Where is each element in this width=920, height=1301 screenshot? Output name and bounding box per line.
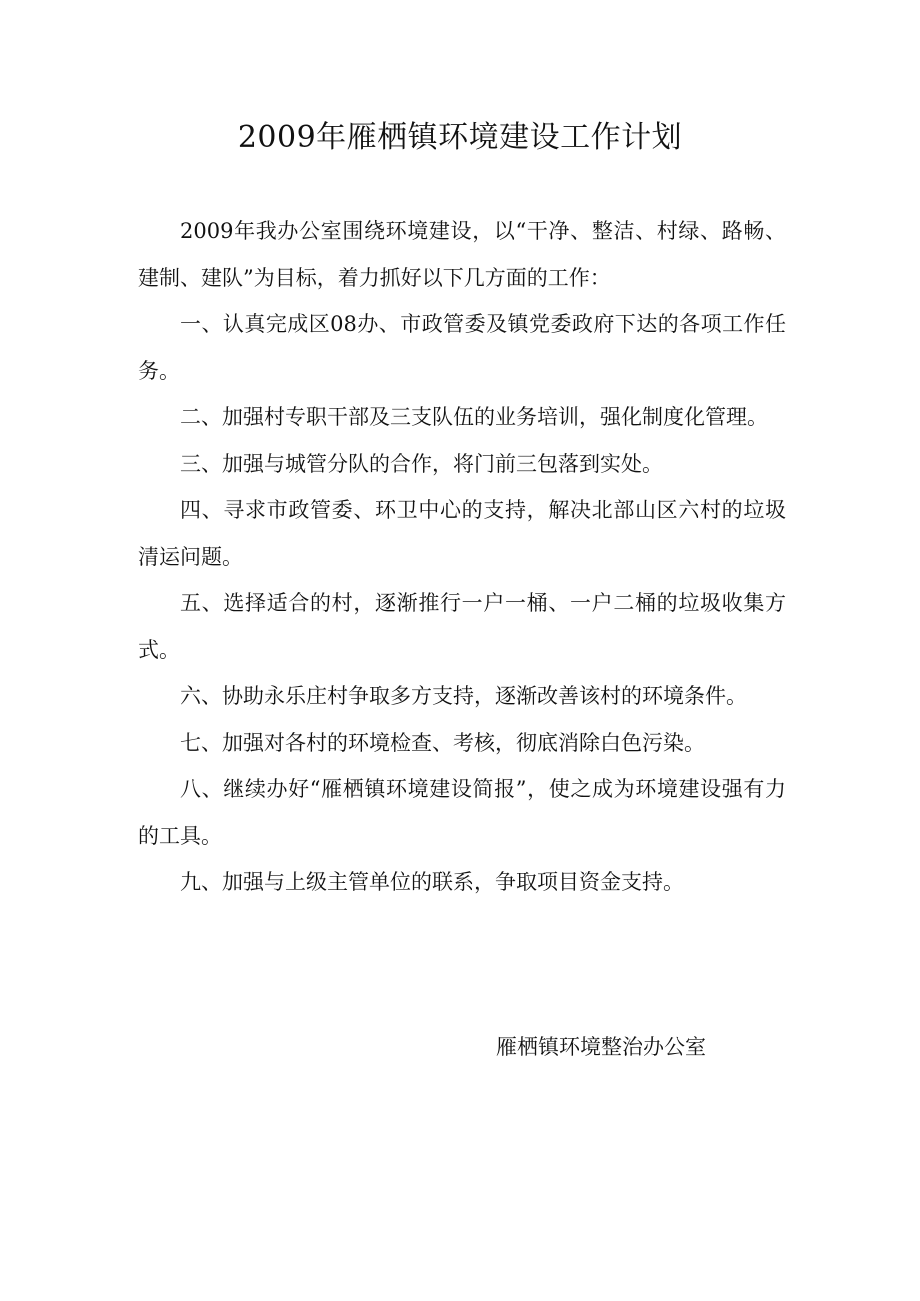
plan-item-4: 四、寻求市政管委、环卫中心的支持，解决北部山区六村的垃圾清运问题。: [138, 498, 786, 569]
plan-item-8: 八、继续办好“雁栖镇环境建设简报”，使之成为环境建设强有力的工具。: [138, 777, 786, 848]
document-title: 2009年雁栖镇环境建设工作计划: [237, 120, 683, 155]
signature: 雁栖镇环境整治办公室: [496, 1035, 706, 1059]
plan-item-9: 九、加强与上级主管单位的联系，争取项目资金支持。: [180, 870, 684, 894]
plan-item-7: 七、加强对各村的环境检查、考核，彻底消除白色污染。: [180, 730, 705, 755]
plan-item-5: 五、选择适合的村，逐渐推行一户一桶、一户二桶的垃圾收集方式。: [138, 591, 786, 662]
plan-item-1: 一、认真完成区08办、市政管委及镇党委政府下达的各项工作任务。: [138, 312, 786, 383]
plan-item-2: 二、加强村专职干部及三支队伍的业务培训，强化制度化管理。: [180, 405, 768, 429]
document-body: [138, 208, 786, 906]
intro-paragraph: 2009年我办公室围绕环境建设，以“干净、整洁、村绿、路畅、建制、建队”为目标，着力抓好以下几方面的工作：: [138, 219, 786, 290]
plan-item-6: 六、协助永乐庄村争取多方支持，逐渐改善该村的环境条件。: [180, 684, 747, 708]
plan-item-3: 三、加强与城管分队的合作，将门前三包落到实处。: [180, 451, 663, 476]
